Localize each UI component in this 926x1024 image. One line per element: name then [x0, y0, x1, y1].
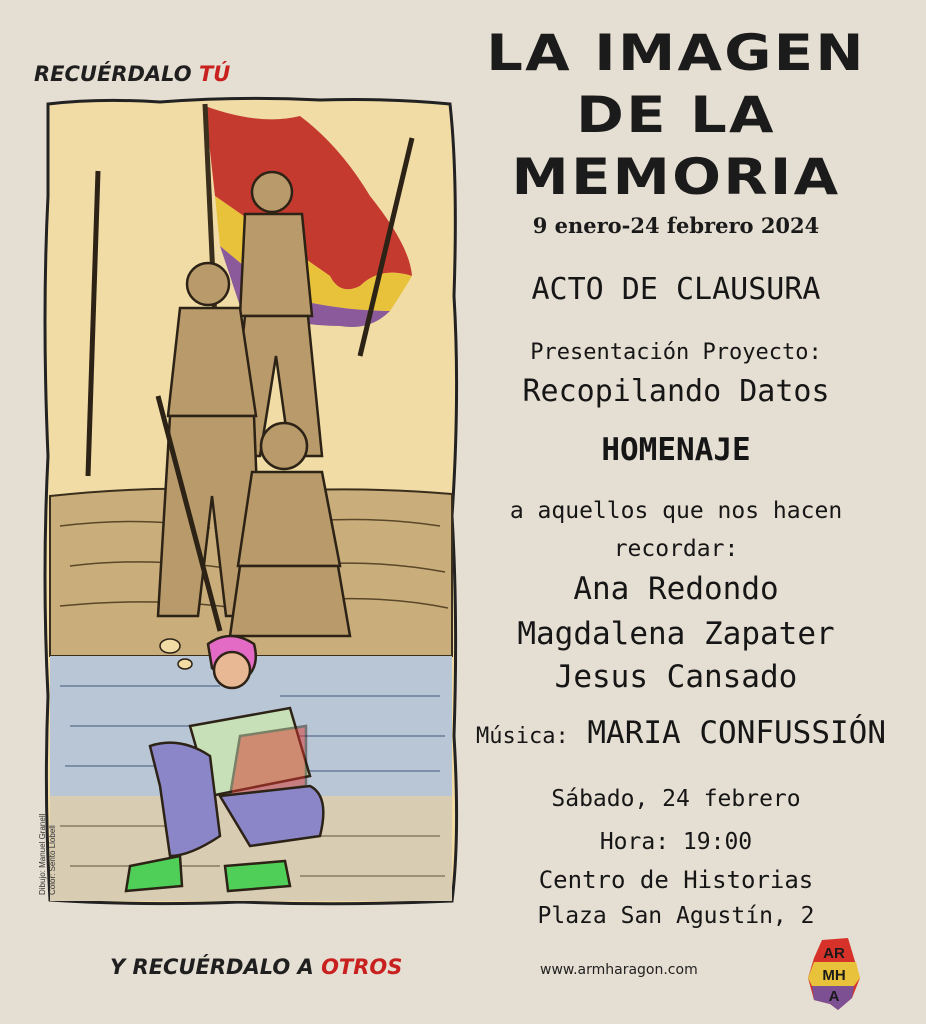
tagline-bottom — [110, 955, 402, 979]
illustration-credits — [38, 814, 58, 895]
title-line-2: DE LA — [576, 86, 776, 144]
armha-logo — [808, 938, 860, 1010]
logo-letters-3: A — [828, 988, 840, 1005]
exhibition-dates: 9 enero-24 febrero 2024 — [532, 213, 820, 238]
website-link[interactable]: www.armharagon.com — [540, 962, 698, 978]
event-date: Sábado, 24 febrero — [551, 786, 801, 812]
memory-illustration — [40, 96, 462, 908]
event-time: Hora: 19:00 — [599, 829, 753, 855]
event-venue: Centro de Historias — [538, 866, 814, 894]
honoree-name: Jesus Cansado — [554, 659, 798, 695]
tagline-bottom-highlight: OTROS — [321, 955, 403, 979]
tribute-heading: HOMENAJE — [601, 432, 751, 468]
logo-letters-2: MH — [822, 967, 846, 984]
title-line-1: LA IMAGEN — [486, 24, 866, 82]
event-act: ACTO DE CLAUSURA — [531, 272, 821, 307]
presentation-name: Recopilando Datos — [522, 374, 830, 409]
honoree-name: Ana Redondo — [573, 571, 779, 607]
music-label: Música: — [476, 724, 569, 749]
event-address: Plaza San Agustín, 2 — [537, 903, 815, 929]
tagline-top-prefix: RECUÉRDALO — [34, 62, 199, 86]
tagline-top-highlight: TÚ — [198, 62, 231, 86]
logo-letters-1: AR — [823, 945, 845, 962]
music-line — [476, 715, 886, 751]
music-value: MARIA CONFUSSIÓN — [568, 715, 886, 751]
tagline-top — [34, 62, 230, 86]
tagline-bottom-prefix: Y RECUÉRDALO A — [110, 955, 322, 979]
credit-drawing: Dibujo: Manuel Granell — [38, 813, 47, 895]
honoree-name: Magdalena Zapater — [517, 616, 835, 652]
presentation-label: Presentación Proyecto: — [530, 340, 822, 365]
credit-color: Color: Sento Llobell — [48, 825, 57, 895]
tribute-text-line-1: a aquellos que nos hacen — [509, 498, 843, 524]
title-line-3: MEMORIA — [511, 148, 841, 206]
tribute-text-line-2: recordar: — [613, 536, 739, 562]
